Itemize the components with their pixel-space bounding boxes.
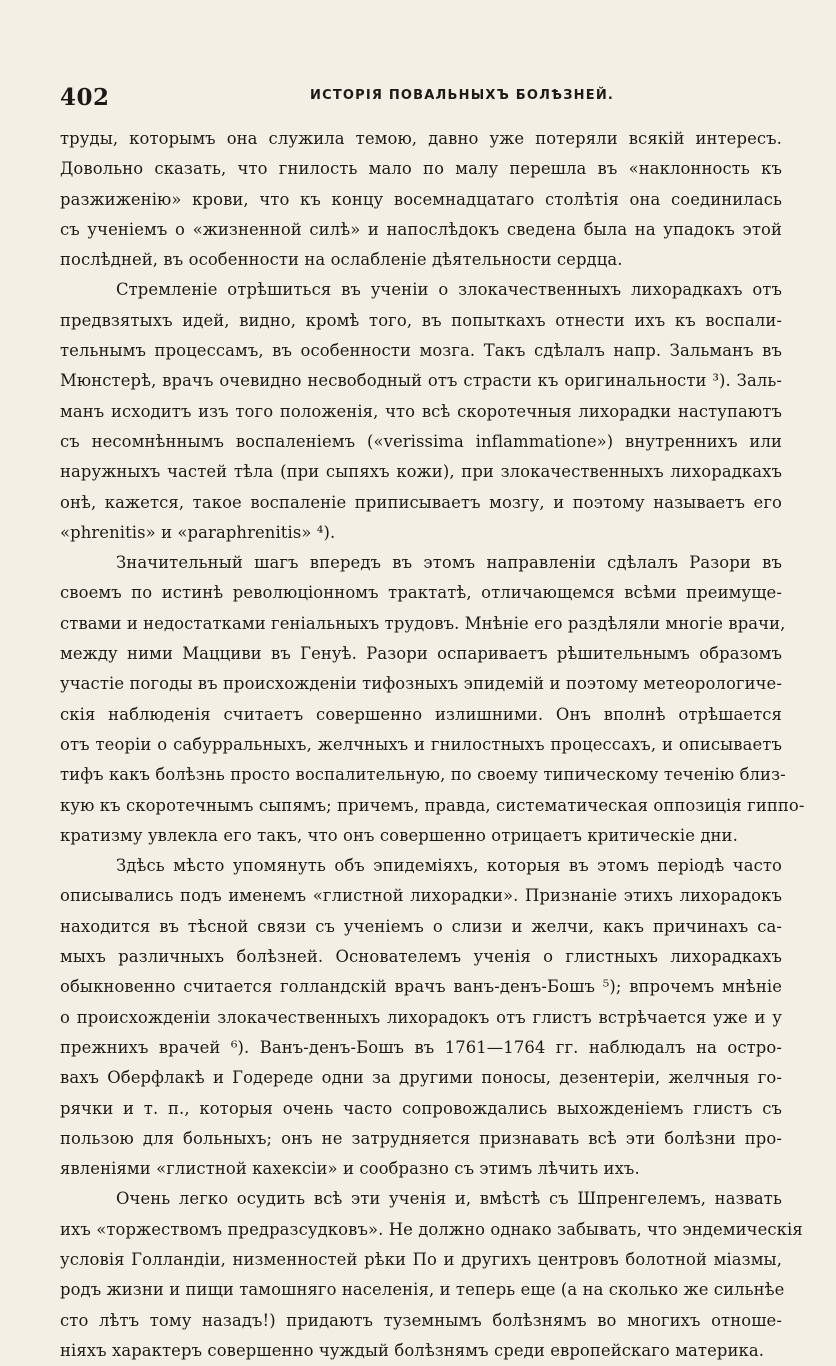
- text-line: кратизму увлекла его такъ, что онъ совершенно отрицаетъ критическіе дни.: [60, 825, 738, 845]
- text-line: послѣдней, въ особенности на ослабленіе дѣятельности сердца.: [60, 250, 623, 270]
- text-line: скія наблюденія считаетъ совершенно излишними. Онъ вполнѣ отрѣшается: [60, 704, 782, 724]
- paragraph-3: [60, 548, 805, 851]
- paragraph-4: [60, 851, 782, 1184]
- page-number: 402: [60, 84, 110, 111]
- text-line: наружныхъ частей тѣла (при сыпяхъ кожи), при злокачественныхъ лихорадкахъ: [60, 462, 782, 482]
- body-text: [60, 124, 805, 1366]
- text-line: отъ теоріи о сабурральныхъ, желчныхъ и гнилостныхъ процессахъ, и описываетъ: [60, 734, 782, 754]
- text-line: тельнымъ процессамъ, въ особенности мозга. Такъ сдѣлалъ напр. Зальманъ въ: [60, 341, 782, 361]
- paragraph-1: [60, 124, 782, 275]
- text-line: участіе погоды въ происхожденіи тифозныхъ эпидемій и поэтому метеорологиче-: [60, 674, 782, 694]
- text-line: рячки и т. п., которыя очень часто сопровождались выхожденіемъ глистъ съ: [60, 1098, 782, 1118]
- text-line: ихъ «торжествомъ предразсудковъ». Не должно однако забывать, что эндемическія: [60, 1219, 803, 1239]
- text-line: предвзятыхъ идей, видно, кромѣ того, въ попыткахъ отнести ихъ къ воспали-: [60, 310, 782, 330]
- text-line: ствами и недостатками геніальныхъ трудовъ. Мнѣніе его раздѣляли многіе врачи,: [60, 613, 786, 633]
- text-line: между ними Мацциви въ Генуѣ. Разори оспариваетъ рѣшительнымъ образомъ: [60, 644, 782, 664]
- text-line: разжиженію» крови, что къ концу восемнадцатаго столѣтія она соединилась: [60, 189, 782, 209]
- text-line: Стремленіе отрѣшиться въ ученіи о злокачественныхъ лихорадкахъ отъ: [116, 280, 782, 300]
- text-line: мыхъ различныхъ болѣзней. Основателемъ ученія о глистныхъ лихорадкахъ: [60, 947, 782, 967]
- text-line: родъ жизни и пищи тамошняго населенія, и теперь еще (а на сколько же сильнѣе: [60, 1280, 785, 1300]
- text-line: кую къ скоротечнымъ сыпямъ; причемъ, правда, систематическая оппозиція гиппо-: [60, 795, 805, 815]
- text-line: манъ исходитъ изъ того положенія, что всѣ скоротечныя лихорадки наступаютъ: [60, 401, 782, 421]
- text-line: ніяхъ характеръ совершенно чуждый болѣзнямъ среди европейскаго материка.: [60, 1340, 765, 1360]
- text-line: Очень легко осудить всѣ эти ученія и, вмѣстѣ съ Шпренгелемъ, назвать: [116, 1189, 782, 1209]
- text-line: своемъ по истинѣ революціонномъ трактатѣ, отличающемся всѣми преимуще-: [60, 583, 782, 603]
- text-line: о происхожденіи злокачественныхъ лихорадокъ отъ глистъ встрѣчается уже и у: [60, 1007, 782, 1027]
- paragraph-5: [60, 1184, 803, 1366]
- text-line: прежнихъ врачей ⁶). Ванъ-денъ-Бошъ въ 1761—1764 гг. наблюдалъ на остро-: [60, 1037, 782, 1057]
- text-line: Здѣсь мѣсто упомянуть объ эпидеміяхъ, которыя въ этомъ періодѣ часто: [116, 856, 782, 876]
- text-line: сто лѣтъ тому назадъ!) придаютъ туземнымъ болѣзнямъ во многихъ отноше-: [60, 1310, 782, 1330]
- text-line: находится въ тѣсной связи съ ученіемъ о слизи и желчи, какъ причинахъ са-: [60, 916, 782, 936]
- paragraph-2: [60, 275, 782, 548]
- text-line: «phrenitis» и «paraphrenitis» ⁴).: [60, 522, 336, 542]
- text-line: обыкновенно считается голландскій врачъ ванъ-денъ-Бошъ ⁵); впрочемъ мнѣніе: [60, 977, 782, 997]
- text-line: условія Голландіи, низменностей рѣки По и другихъ центровъ болотной міазмы,: [60, 1249, 782, 1269]
- text-line: тифъ какъ болѣзнь просто воспалительную, по своему типическому теченію близ-: [60, 765, 786, 785]
- text-line: описывались подъ именемъ «глистной лихорадки». Признаніе этихъ лихорадокъ: [60, 886, 782, 906]
- text-line: вахъ Оберфлакѣ и Годереде одни за другими поносы, дезентеріи, желчныя го-: [60, 1068, 782, 1088]
- text-line: съ несомнѣннымъ воспаленіемъ («verissima inflammatione») внутреннихъ или: [60, 431, 782, 451]
- text-line: труды, которымъ она служила темою, давно уже потеряли всякій интересъ.: [60, 129, 782, 148]
- text-line: Довольно сказать, что гнилость мало по малу перешла въ «наклонность къ: [60, 159, 782, 179]
- text-line: съ ученіемъ о «жизненной силѣ» и напослѣдокъ сведена была на упадокъ этой: [60, 219, 782, 239]
- page-header: [60, 84, 780, 118]
- text-line: Мюнстерѣ, врачъ очевидно несвободный отъ страсти къ оригинальности ³). Заль-: [60, 371, 782, 391]
- text-line: явленіями «глистной кахексіи» и сообразно съ этимъ лѣчить ихъ.: [60, 1159, 640, 1179]
- text-line: Значительный шагъ впередъ въ этомъ направленіи сдѣлалъ Разори въ: [116, 553, 782, 573]
- text-line: онѣ, кажется, такое воспаленіе приписываетъ мозгу, и поэтому называетъ его: [60, 492, 782, 512]
- running-title: ИСТОРІЯ ПОВАЛЬНЫХЪ БОЛѢЗНЕЙ.: [310, 88, 615, 103]
- text-line: пользою для больныхъ; онъ не затрудняется признавать всѣ эти болѣзни про-: [60, 1128, 782, 1148]
